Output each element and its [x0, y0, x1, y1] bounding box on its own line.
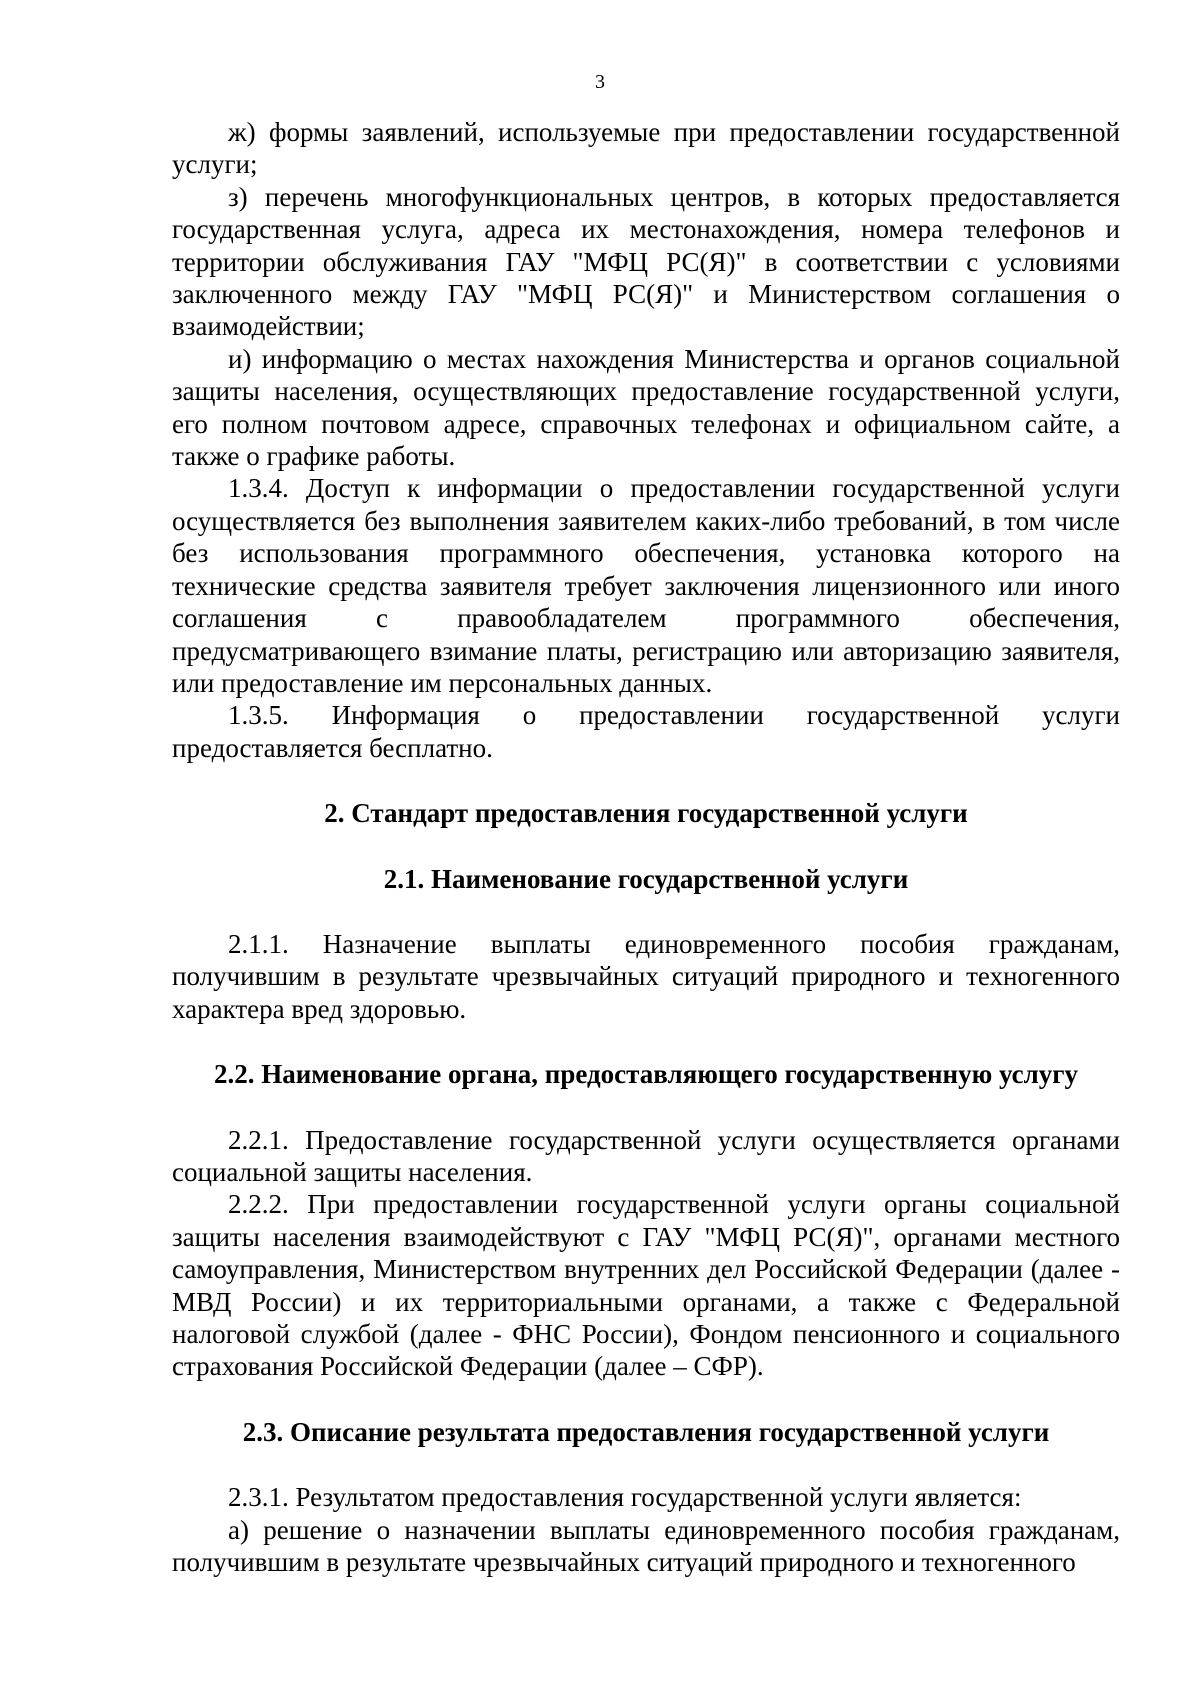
- section-heading-2-1: 2.1. Наименование государственной услуги: [383, 863, 909, 894]
- section-heading-2-3: 2.3. Описание результата предоставления государственной услуги: [242, 1416, 1050, 1447]
- document-body: [172, 116, 1120, 1578]
- paragraph-2-1-1: 2.1.1. Назначение выплаты единовременного пособия гражданам, получившим в результате чрезвычайных ситуаций природного и техногенного характера вред здоровью.: [172, 928, 1120, 1024]
- paragraph-1-3-5: 1.3.5. Информация о предоставлении государственной услуги предоставляется бесплатно.: [172, 700, 1120, 763]
- paragraph-2-3-1: 2.3.1. Результатом предоставления государственной услуги является:: [228, 1482, 1022, 1513]
- paragraph-1-3-4: 1.3.4. Доступ к информации о предоставлении государственной услуги осуществляется без выполнения заявителем каких-либо требований, в том числе без использования программного обеспечения, установка которого на технические средства заявителя требует заключения лицензионного или иного соглашения с правообладателем программного обеспечения, предусматривающего взимание платы, регистрацию или авторизацию заявителя, или предоставление им персональных данных.: [172, 473, 1120, 698]
- paragraph-z: з) перечень многофункциональных центров, в которых предоставляется государственная услуга, адреса их местонахождения, номера телефонов и территории обслуживания ГАУ "МФЦ РС(Я)" в соответствии с условиями заключенного между ГАУ "МФЦ РС(Я)" и Министерством соглашения о взаимодействии;: [172, 181, 1120, 342]
- page-number: 3: [595, 71, 605, 93]
- paragraph-i: и) информацию о местах нахождения Министерства и органов социальной защиты населения, осуществляющих предоставление государственной услуги, его полном почтовом адресе, справочных телефонах и официальном сайте, а также о графике работы.: [172, 343, 1120, 472]
- paragraph-a: а) решение о назначении выплаты единовременного пособия гражданам, получившим в результате чрезвычайных ситуаций природного и техногенного: [172, 1514, 1120, 1578]
- section-heading-2: 2. Стандарт предоставления государственной услуги: [324, 798, 968, 829]
- paragraph-zh: ж) формы заявлений, используемые при предоставлении государственной услуги;: [172, 117, 1120, 180]
- section-heading-2-2: 2.2. Наименование органа, предоставляющего государственную услугу: [213, 1059, 1079, 1090]
- paragraph-2-2-2: 2.2.2. При предоставлении государственной услуги органы социальной защиты населения взаимодействуют с ГАУ "МФЦ РС(Я)", органами местного самоуправления, Министерством внутренних дел Российской Федерации (далее - МВД России) и их территориальными органами, а также с Федеральной налоговой службой (далее - ФНС России), Фондом пенсионного и социального страхования Российской Федерации (далее – СФР).: [172, 1189, 1120, 1382]
- paragraph-2-2-1: 2.2.1. Предоставление государственной услуги осуществляется органами социальной защиты населения.: [172, 1124, 1120, 1187]
